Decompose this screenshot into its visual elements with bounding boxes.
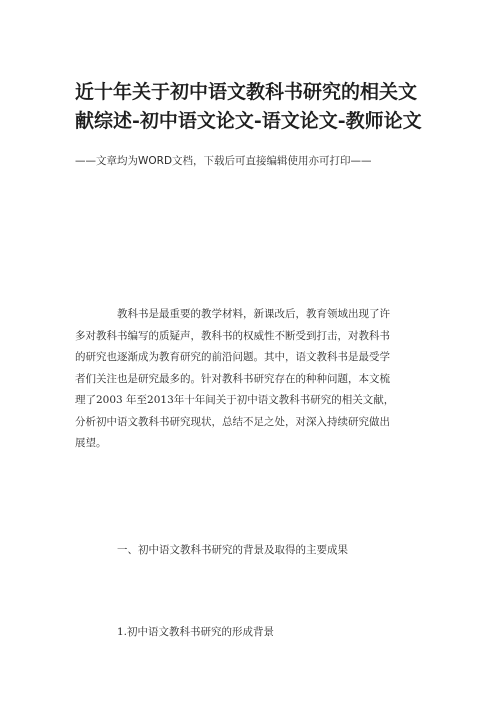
title-line-2: 献综述-初中语文论文-语文论文-教师论文 bbox=[75, 110, 422, 132]
abstract-paragraph bbox=[75, 304, 435, 455]
paragraph-line: 展望。 bbox=[75, 437, 107, 449]
document-subtitle: ——文章均为WORD文档，下载后可直接编辑使用亦可打印—— bbox=[75, 155, 372, 167]
subsection-heading: 1.初中语文教科书研究的形成背景 bbox=[117, 626, 275, 638]
paragraph-line: 的研究也逐渐成为教育研究的前沿问题。其中，语文教科书是最受学 bbox=[75, 351, 390, 363]
paragraph-line: 理了2003 年至2013年十年间关于初中语文教科书研究的相关文献， bbox=[75, 394, 395, 406]
paragraph-line: 多对教科书编写的质疑声，教科书的权威性不断受到打击，对教科书 bbox=[75, 329, 390, 342]
paragraph-line: 分析初中语文教科书研究现状，总结不足之处，对深入持续研究做出 bbox=[75, 415, 390, 428]
paragraph-line: 教科书是最重要的教学材料，新课改后，教育领域出现了许 bbox=[117, 308, 390, 320]
title-line-1: 近十年关于初中语文教科书研究的相关文 bbox=[75, 81, 418, 103]
paragraph-line: 者们关注也是研究最多的。针对教科书研究存在的种种问题，本文梳 bbox=[75, 372, 390, 385]
document-title bbox=[75, 78, 435, 136]
section-heading: 一、初中语文教科书研究的背景及取得的主要成果 bbox=[117, 544, 348, 556]
